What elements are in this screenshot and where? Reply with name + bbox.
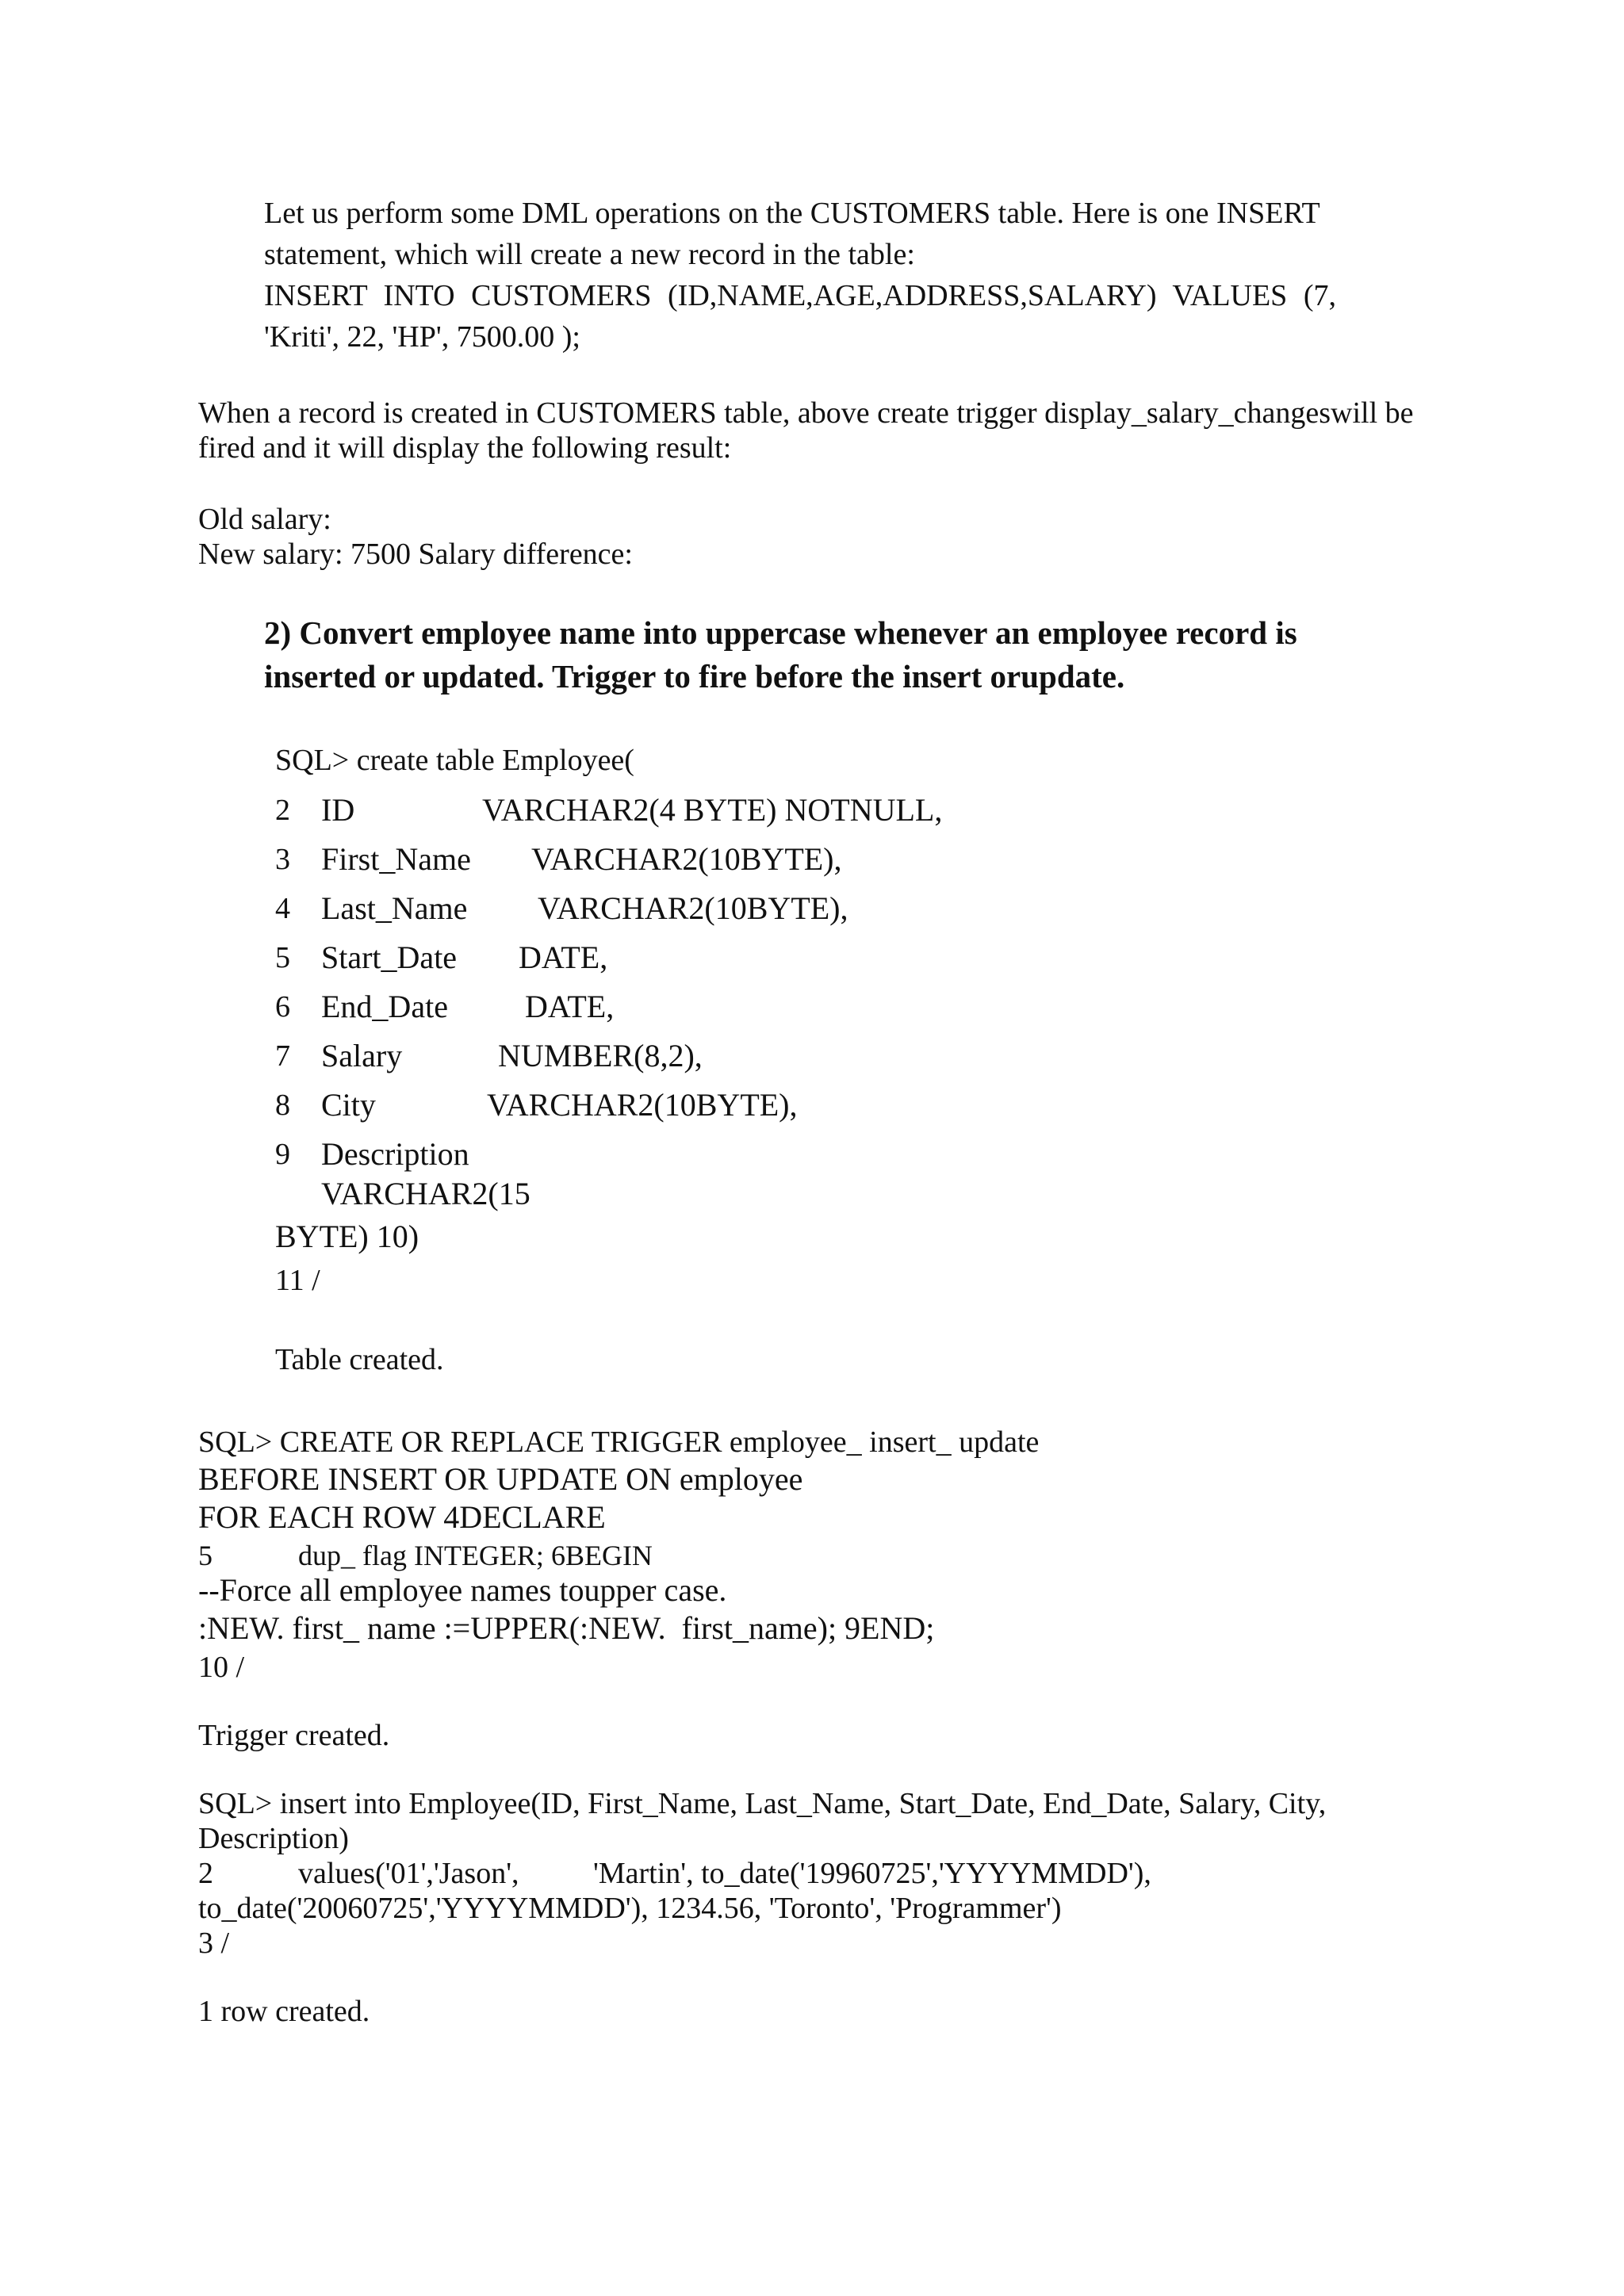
insert-line-2: Description)	[198, 1822, 349, 1855]
insert-line-3-rest: 'Martin', to_date('19960725','YYYYMMDD'),	[593, 1857, 1151, 1890]
section-heading-line-1: 2) Convert employee name into uppercase whenever an employee record is	[264, 614, 1297, 651]
trigger-line-2: BEFORE INSERT OR UPDATE ON employee	[198, 1461, 803, 1497]
old-salary-line: Old salary:	[198, 503, 331, 536]
line-number: 3	[275, 843, 290, 876]
column-name: Description	[321, 1136, 469, 1172]
line-number: 8	[275, 1089, 290, 1122]
insert-line-1: SQL> insert into Employee(ID, First_Name, Last_Name, Start_Date, End_Date, Salary, City,	[198, 1787, 1327, 1820]
line-number: 9	[275, 1138, 290, 1171]
column-type: VARCHAR2(10BYTE),	[531, 841, 842, 877]
column-type: VARCHAR2(4 BYTE) NOTNULL,	[482, 792, 943, 828]
column-name: Start_Date	[321, 939, 458, 975]
column-type: DATE,	[525, 989, 615, 1024]
trigger-line-5: --Force all employee names toupper case.	[198, 1572, 727, 1608]
insert-line-3-number: 2	[198, 1857, 213, 1890]
create-table-prompt: SQL> create table Employee(	[275, 744, 634, 777]
column-type: VARCHAR2(10BYTE),	[487, 1087, 798, 1123]
trigger-line-1: SQL> CREATE OR REPLACE TRIGGER employee_ insert_ update	[198, 1425, 1040, 1459]
create-table-end: 11 /	[275, 1264, 320, 1297]
line-number: 4	[275, 892, 290, 925]
trigger-line-4-text: dup_ flag INTEGER; 6BEGIN	[298, 1540, 653, 1571]
insert-line-4: to_date('20060725','YYYYMMDD'), 1234.56, 'Toronto', 'Programmer')	[198, 1892, 1062, 1925]
trigger-line-6: :NEW. first_ name :=UPPER(:NEW. first_name); 9END;	[198, 1610, 935, 1646]
line-number: 7	[275, 1039, 290, 1073]
new-salary-line: New salary: 7500 Salary difference:	[198, 538, 633, 571]
column-name: ID	[321, 792, 355, 828]
intro-line-1: Let us perform some DML operations on the CUSTOMERS table. Here is one INSERT	[264, 197, 1320, 230]
description-type-wrap-1: VARCHAR2(15	[321, 1176, 530, 1211]
intro-line-4: 'Kriti', 22, 'HP', 7500.00 );	[264, 320, 580, 354]
intro-line-3: INSERT INTO CUSTOMERS (ID,NAME,AGE,ADDRESS,SALARY) VALUES (7,	[264, 279, 1336, 312]
column-name: First_Name	[321, 841, 471, 877]
trigger-line-4-number: 5	[198, 1540, 213, 1571]
column-name: Salary	[321, 1038, 403, 1073]
insert-line-5: 3 /	[198, 1927, 230, 1960]
row-created-message: 1 row created.	[198, 1995, 370, 2028]
insert-line-3-values: values('01','Jason',	[298, 1857, 519, 1890]
column-name: Last_Name	[321, 890, 468, 926]
result-para-line-1: When a record is created in CUSTOMERS table, above create trigger display_salary_changeswill be	[198, 396, 1414, 430]
trigger-line-3: FOR EACH ROW 4DECLARE	[198, 1499, 606, 1535]
section-heading-line-2: inserted or updated. Trigger to fire before the insert orupdate.	[264, 658, 1125, 695]
column-name: City	[321, 1087, 376, 1123]
column-type: VARCHAR2(10BYTE),	[538, 890, 848, 926]
intro-line-2: statement, which will create a new record in the table:	[264, 238, 915, 271]
column-name: End_Date	[321, 989, 448, 1024]
trigger-created-message: Trigger created.	[198, 1719, 390, 1752]
line-number: 5	[275, 941, 290, 974]
line-number: 6	[275, 990, 290, 1024]
description-type-wrap-2: BYTE) 10)	[275, 1219, 419, 1254]
column-type: DATE,	[519, 939, 608, 975]
table-created-message: Table created.	[275, 1343, 444, 1376]
line-number: 2	[275, 794, 290, 827]
column-type: NUMBER(8,2),	[498, 1038, 703, 1073]
trigger-line-7: 10 /	[198, 1651, 245, 1684]
result-para-line-2: fired and it will display the following result:	[198, 431, 732, 465]
